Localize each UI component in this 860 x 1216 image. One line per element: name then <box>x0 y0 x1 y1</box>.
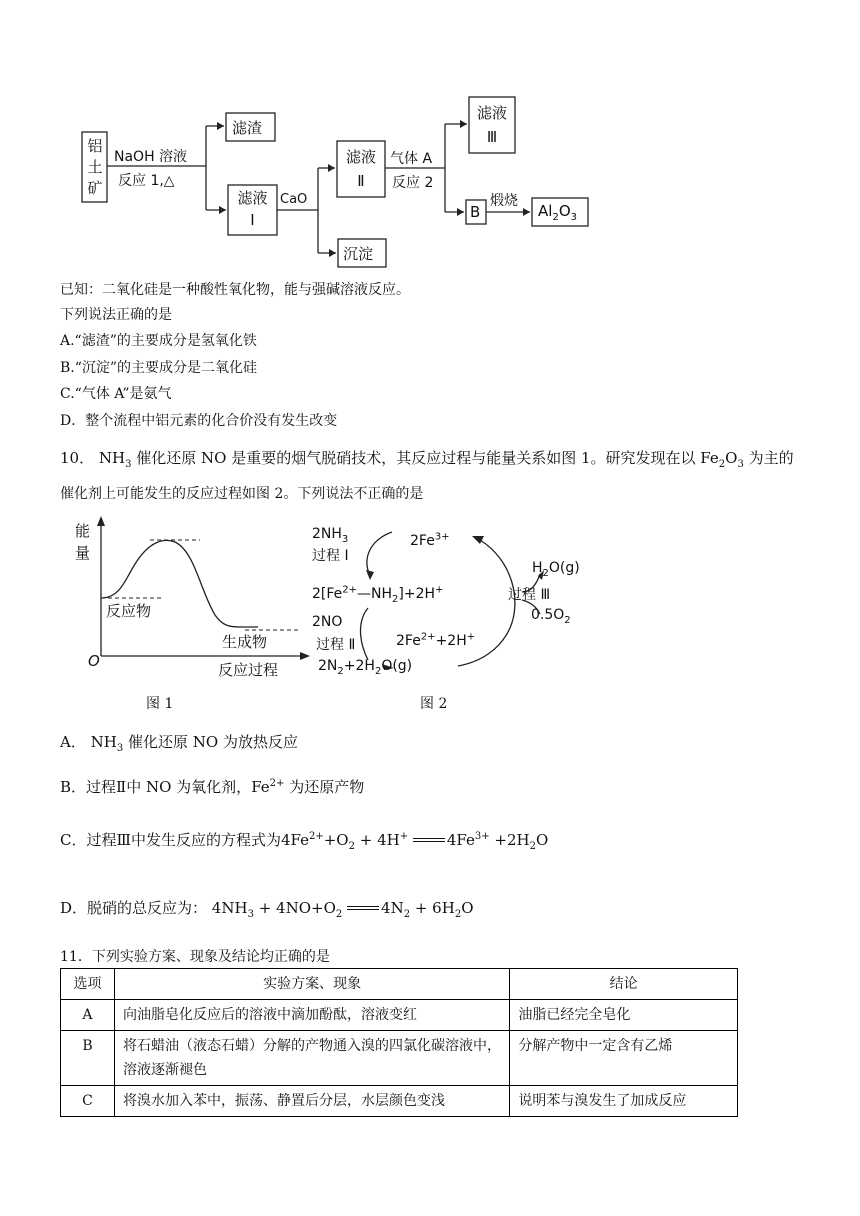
reagent-oxygen: $0.5O_2$ <box>531 607 571 626</box>
row-procedure: 将溴水加入苯中，振荡、静置后分层，水层颜色变浅 <box>114 1086 509 1117</box>
filtrate3-box <box>473 101 511 149</box>
cao-label: CaO <box>280 192 308 207</box>
q9-option-d: D．整个流程中铝元素的化合价没有发生改变 <box>60 413 338 429</box>
step2-gas: 气体 A <box>390 151 433 167</box>
filtrate1-numeral: Ⅰ <box>250 211 255 229</box>
filtrate3-numeral: Ⅲ <box>486 128 498 146</box>
product-water: $H_2O(g)$ <box>532 560 580 579</box>
residue-label: 滤渣 <box>232 119 263 137</box>
flowchart-lines <box>0 0 860 270</box>
products-n2-water: $2N_2+2H_2O(g)$ <box>318 658 413 677</box>
row-conclusion: 油脂已经完全皂化 <box>510 1000 738 1031</box>
step2-reaction: 反应 2 <box>392 175 434 191</box>
species-2fe2plus: $2Fe^{2+}+2H^+$ <box>396 631 476 649</box>
row-procedure: 将石蜡油（液态石蜡）分解的产物通入溴的四氯化碳溶液中，溶液逐渐褪色 <box>114 1031 509 1086</box>
ore-char: 铝 <box>87 137 103 155</box>
product-label: 生成物 <box>222 633 268 651</box>
equals-sign <box>413 835 447 845</box>
origin-label: O <box>88 652 100 670</box>
table-row <box>61 1031 738 1086</box>
figure-2-caption: 图 2 <box>420 696 448 712</box>
known-note: 已知：二氧化硅是一种酸性氧化物，能与强碱溶液反应。 <box>60 282 410 298</box>
q9-stem: 下列说法正确的是 <box>60 307 172 323</box>
reaction-progress-label: 反应过程 <box>218 661 279 679</box>
q11-stem: 11．下列实验方案、现象及结论均正确的是 <box>60 949 330 965</box>
q10-option-c: C．过程Ⅲ中发生反应的方程式为$4Fe^{2+}+O_2 + 4H^+$ $4Fe^{3+} +2H_2O$ <box>60 831 549 852</box>
q10-option-b: B．过程Ⅱ中 NO 为氧化剂，$Fe^{2+}$ 为还原产物 <box>60 778 365 796</box>
q10-stem-line1: 10． $NH_3$ 催化还原 NO 是重要的烟气脱硝技术，其反应过程与能量关系如图 1。研究发现在以 $Fe_2O_3$ 为主的 <box>60 449 794 470</box>
calcine-label: 煅烧 <box>490 193 518 209</box>
row-option: B <box>61 1031 115 1086</box>
header-procedure: 实验方案、现象 <box>114 969 509 1000</box>
q9-option-a: A.“滤渣”的主要成分是氢氧化铁 <box>60 333 257 349</box>
table-header-row <box>61 969 738 1000</box>
row-procedure: 向油脂皂化反应后的溶液中滴加酚酞，溶液变红 <box>114 1000 509 1031</box>
step1-reagent: NaOH 溶液 <box>114 149 188 165</box>
b-label: B <box>470 203 481 221</box>
reactant-label: 反应物 <box>106 602 152 620</box>
filtrate2-box <box>342 145 380 193</box>
header-conclusion: 结论 <box>510 969 738 1000</box>
filtrate2-label: 滤液 <box>345 148 376 166</box>
intermediate-complex: $2[Fe^{2+}—NH_2]+2H^+$ <box>312 584 444 605</box>
row-option: C <box>61 1086 115 1117</box>
q9-option-b: B.“沉淀”的主要成分是二氧化硅 <box>60 360 258 376</box>
table-row <box>61 1086 738 1117</box>
q9-option-c: C.“气体 A”是氨气 <box>60 386 172 402</box>
energy-axis-label: 能 量 <box>75 522 91 562</box>
row-conclusion: 说明苯与溴发生了加成反应 <box>510 1086 738 1117</box>
q10-option-d: D．脱硝的总反应为： $4NH_3 + 4NO+O_2$ $4N_2 + 6H_2O$ <box>60 899 474 920</box>
filtrate2-numeral: Ⅱ <box>357 172 365 190</box>
row-conclusion: 分解产物中一定含有乙烯 <box>510 1031 738 1086</box>
product-alumina: $Al_2O_3$ <box>538 202 577 223</box>
process-2-label: 过程 Ⅱ <box>316 637 356 653</box>
process-3-label: 过程 Ⅲ <box>508 587 551 603</box>
filtrate1-box <box>234 187 271 231</box>
reagent-2nh3: $2NH_3$ <box>312 526 349 545</box>
figure-1-caption: 图 1 <box>146 696 174 712</box>
table-row <box>61 1000 738 1031</box>
reagent-2no: 2NO <box>312 614 343 630</box>
ore-box <box>87 136 103 199</box>
experiment-table <box>60 968 738 1117</box>
row-option: A <box>61 1000 115 1031</box>
species-2fe3plus: $2Fe^{3+}$ <box>410 531 450 549</box>
header-option: 选项 <box>61 969 115 1000</box>
process-1-label: 过程 Ⅰ <box>312 548 349 564</box>
ore-char: 矿 <box>87 179 103 197</box>
filtrate3-label: 滤液 <box>476 104 507 122</box>
step1-condition: 反应 1,△ <box>118 173 175 189</box>
q10-option-a: A． $NH_3$ 催化还原 NO 为放热反应 <box>60 733 298 754</box>
q10-stem-line2: 催化剂上可能发生的反应过程如图 2。下列说法不正确的是 <box>60 486 424 502</box>
filtrate1-label: 滤液 <box>237 189 268 207</box>
ore-char: 土 <box>87 158 103 176</box>
equals-sign <box>347 903 381 913</box>
precipitate-label: 沉淀 <box>343 245 374 263</box>
